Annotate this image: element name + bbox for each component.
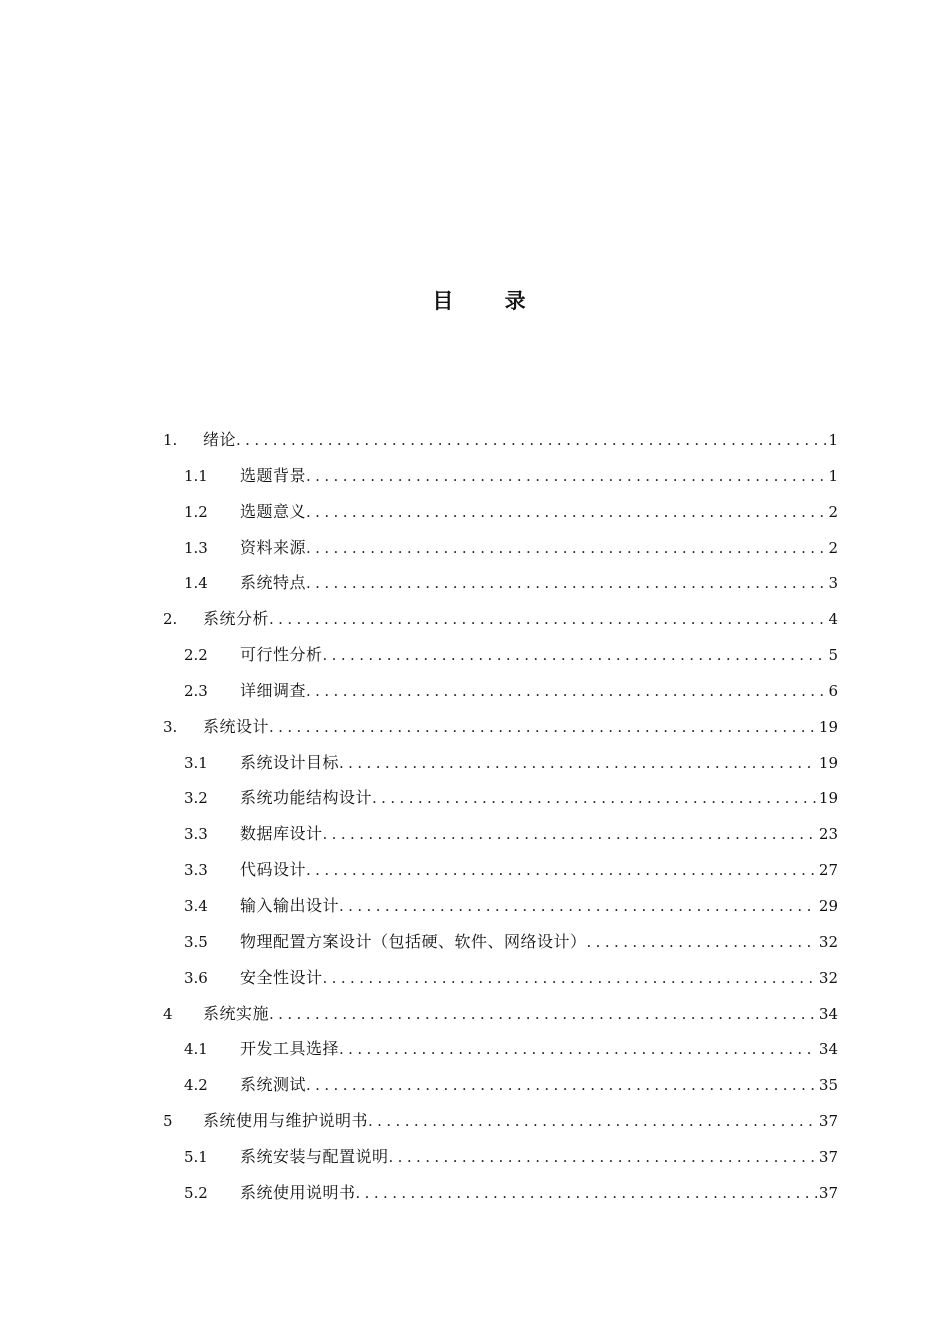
toc-entry-page: 32	[818, 968, 838, 987]
toc-entry-page: 23	[818, 825, 838, 844]
toc-entry-number: 4.1	[184, 1040, 208, 1059]
toc-dot-leader	[306, 674, 826, 710]
toc-dot-leader	[269, 997, 817, 1033]
toc-entry[interactable]	[163, 745, 838, 781]
toc-entry-page: 32	[818, 932, 838, 951]
toc-dot-leader	[323, 961, 817, 997]
toc-entry[interactable]	[163, 422, 838, 458]
toc-entry-number: 1.4	[184, 574, 208, 593]
toc-entry[interactable]	[163, 1103, 838, 1139]
toc-entry-title: 选题意义	[240, 501, 307, 521]
toc-entry-number: 5	[163, 1112, 173, 1131]
toc-entry-number: 3.4	[184, 896, 208, 915]
toc-entry-number: 1.	[163, 431, 178, 449]
toc-entry-number: 5.2	[184, 1183, 208, 1202]
toc-entry-title: 安全性设计	[240, 967, 323, 987]
toc-dot-leader	[269, 602, 826, 638]
toc-dot-leader	[323, 638, 827, 674]
toc-entry-number: 4.2	[184, 1076, 208, 1095]
toc-entry-number: 1.2	[184, 502, 208, 521]
toc-dot-leader	[372, 781, 817, 817]
toc-entry-page: 37	[818, 1183, 838, 1202]
toc-entry-title: 系统特点	[240, 573, 307, 593]
toc-entry-number: 2.3	[184, 681, 208, 700]
toc-entry-page: 4	[828, 610, 838, 629]
toc-title: 目 录	[432, 289, 548, 313]
toc-entry-title: 系统设计	[203, 716, 270, 736]
toc-entry-number: 3.1	[184, 753, 208, 772]
toc-entry-number: 3.	[163, 717, 178, 736]
toc-entry[interactable]	[163, 673, 838, 709]
toc-entry-page: 35	[818, 1076, 838, 1095]
toc-entry-title: 系统设计目标	[240, 752, 340, 772]
toc-entry-page: 19	[818, 789, 838, 808]
toc-entry-number: 3.6	[184, 968, 208, 987]
toc-dot-leader	[306, 566, 826, 602]
toc-entry[interactable]	[163, 1139, 838, 1175]
toc-entry-title: 物理配置方案设计（包括硬、软件、网络设计）	[240, 931, 587, 951]
toc-dot-leader	[306, 531, 826, 567]
toc-entry[interactable]	[163, 1067, 838, 1103]
toc-entry-page: 1	[828, 466, 838, 485]
toc-dot-leader	[368, 1104, 817, 1140]
toc-entry-page: 37	[818, 1112, 838, 1131]
toc-entry[interactable]	[163, 888, 838, 924]
toc-list	[163, 422, 838, 1211]
toc-entry[interactable]	[163, 996, 838, 1032]
toc-entry-number: 3.2	[184, 789, 208, 808]
toc-entry-title: 系统安装与配置说明	[240, 1146, 389, 1166]
toc-entry-number: 3.3	[184, 825, 208, 844]
toc-entry-title: 系统使用说明书	[240, 1182, 356, 1202]
toc-entry[interactable]	[163, 960, 838, 996]
toc-entry-number: 1.3	[184, 538, 208, 557]
toc-entry-title: 系统测试	[240, 1075, 307, 1095]
toc-entry-page: 29	[818, 896, 838, 915]
toc-entry-title: 代码设计	[240, 860, 307, 880]
toc-dot-leader	[306, 853, 817, 889]
toc-entry[interactable]	[163, 530, 838, 566]
toc-dot-leader	[356, 1176, 817, 1212]
toc-entry[interactable]	[163, 494, 838, 530]
toc-dot-leader	[587, 925, 817, 961]
toc-entry-number: 2.	[163, 610, 178, 629]
toc-dot-leader	[306, 1068, 817, 1104]
toc-dot-leader	[269, 710, 817, 746]
toc-entry[interactable]	[163, 637, 838, 673]
toc-entry-title: 绪论	[203, 430, 237, 449]
toc-entry-page: 3	[828, 574, 838, 593]
toc-entry[interactable]	[163, 1175, 838, 1211]
toc-entry-page: 5	[828, 646, 838, 665]
toc-entry-title: 可行性分析	[240, 645, 323, 665]
toc-entry-number: 5.1	[184, 1147, 208, 1166]
toc-dot-leader	[306, 459, 826, 495]
toc-dot-leader	[339, 889, 817, 925]
toc-dot-leader	[389, 1140, 817, 1176]
toc-entry-page: 2	[828, 538, 838, 557]
toc-entry[interactable]	[163, 709, 838, 745]
toc-entry-title: 系统分析	[203, 609, 270, 629]
toc-entry-page: 34	[818, 1004, 838, 1023]
toc-entry[interactable]	[163, 924, 838, 960]
toc-entry-title: 开发工具选择	[240, 1039, 340, 1059]
toc-entry-page: 2	[828, 502, 838, 521]
toc-entry-title: 选题背景	[240, 465, 307, 485]
toc-dot-leader	[306, 495, 826, 531]
toc-entry-number: 4	[163, 1004, 173, 1023]
toc-entry[interactable]	[163, 458, 838, 494]
toc-entry-number: 3.5	[184, 932, 208, 951]
toc-entry[interactable]	[163, 852, 838, 888]
toc-dot-leader	[323, 817, 817, 853]
toc-entry-number: 2.2	[184, 646, 208, 665]
toc-entry-title: 数据库设计	[240, 824, 323, 844]
toc-dot-leader	[339, 746, 817, 782]
toc-entry-title: 资料来源	[240, 537, 307, 557]
toc-entry[interactable]	[163, 816, 838, 852]
toc-entry-page: 6	[828, 681, 838, 700]
toc-entry-number: 3.3	[184, 861, 208, 880]
toc-entry-title: 输入输出设计	[240, 895, 340, 915]
toc-entry-page: 37	[818, 1147, 838, 1166]
toc-entry-number: 1.1	[184, 466, 208, 485]
toc-entry-page: 1	[828, 431, 838, 449]
toc-entry[interactable]	[163, 780, 838, 816]
toc-entry-page: 19	[818, 717, 838, 736]
toc-entry-page: 34	[818, 1040, 838, 1059]
toc-dot-leader	[236, 423, 826, 459]
toc-entry-title: 系统实施	[203, 1003, 270, 1023]
toc-entry[interactable]	[163, 565, 838, 601]
toc-entry[interactable]	[163, 601, 838, 637]
toc-entry-page: 27	[818, 861, 838, 880]
toc-entry[interactable]	[163, 1031, 838, 1067]
toc-entry-page: 19	[818, 753, 838, 772]
toc-dot-leader	[339, 1032, 817, 1068]
toc-entry-title: 系统功能结构设计	[240, 788, 373, 808]
toc-entry-title: 详细调查	[240, 680, 307, 700]
toc-entry-title: 系统使用与维护说明书	[203, 1111, 369, 1131]
